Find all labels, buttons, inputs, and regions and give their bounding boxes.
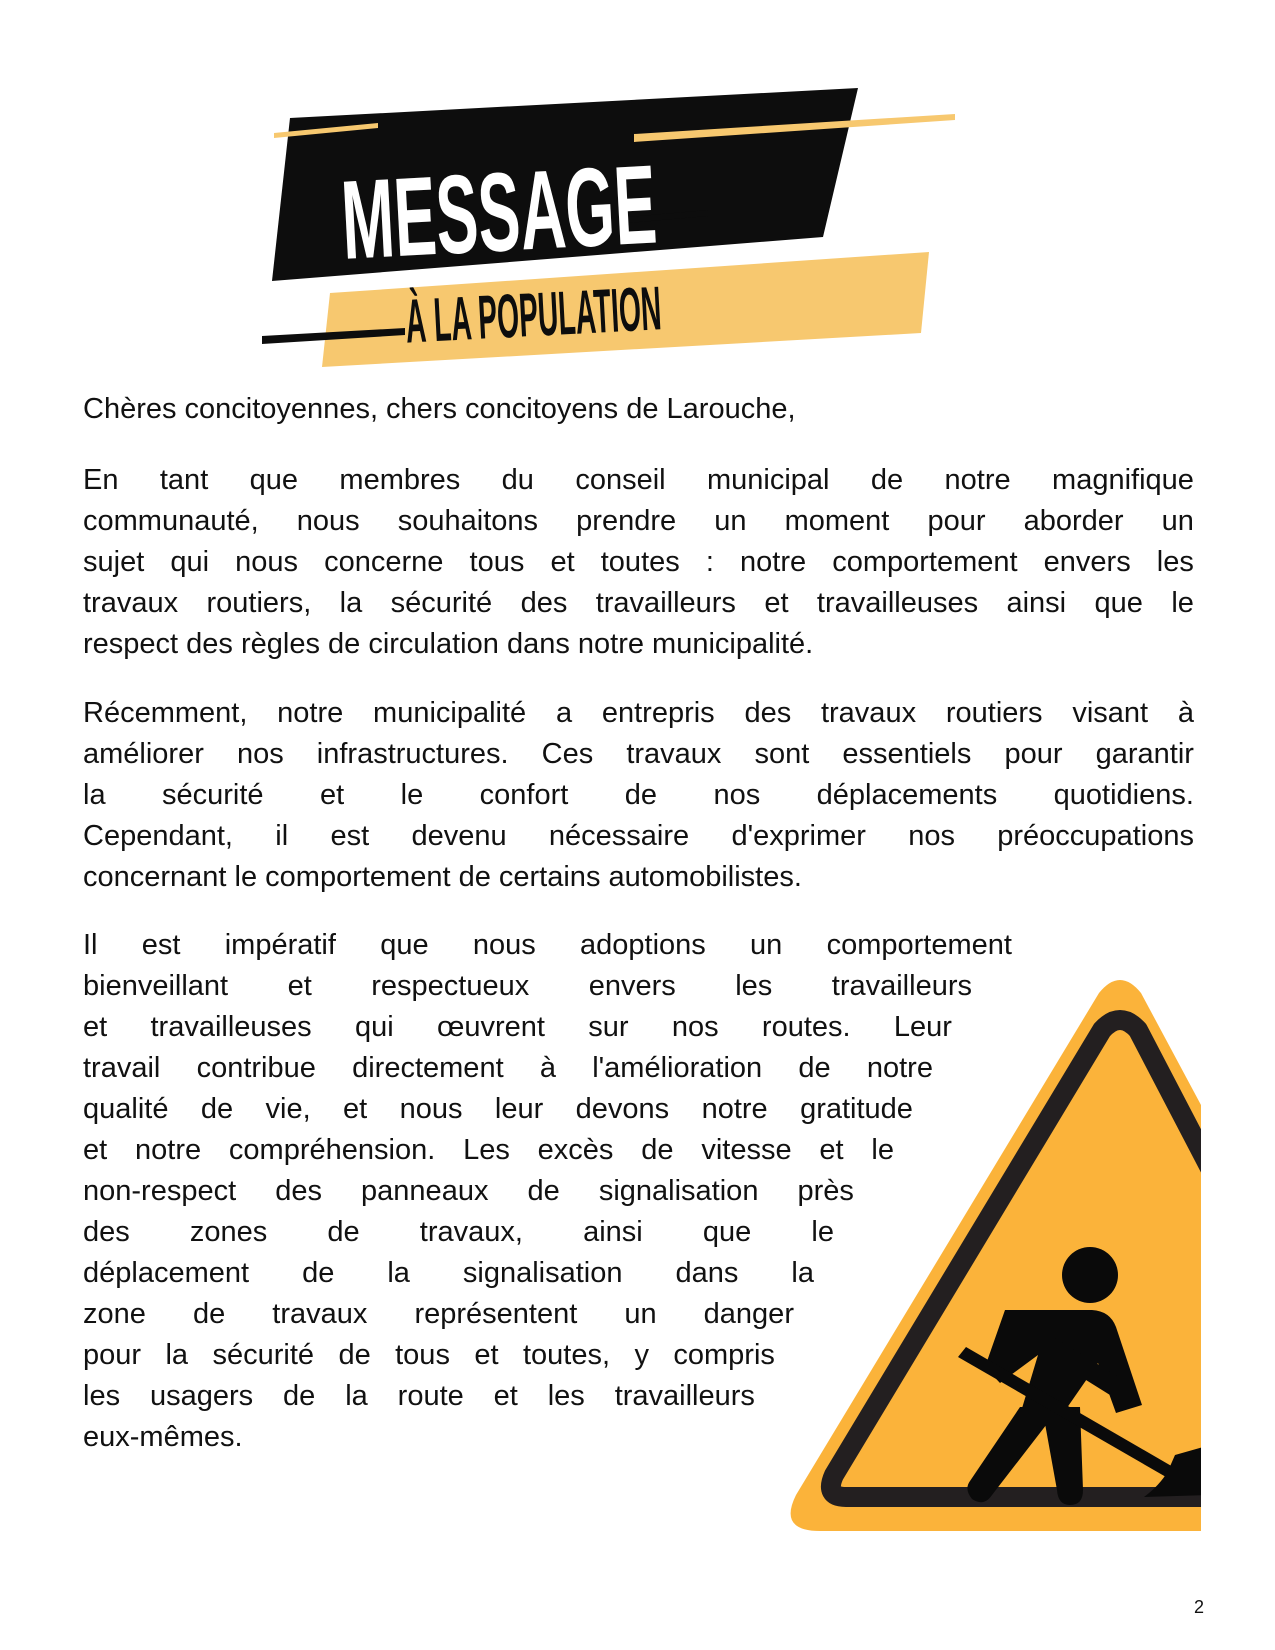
word: pour <box>927 505 986 537</box>
word: Récemment, <box>83 697 248 729</box>
word: visant <box>1072 697 1149 729</box>
word: le <box>811 1216 834 1248</box>
word: route <box>397 1380 464 1412</box>
word: communauté, <box>83 505 259 537</box>
word: moment <box>784 505 890 537</box>
word: du <box>501 464 534 496</box>
word: vitesse <box>701 1134 792 1166</box>
word: de <box>200 1093 234 1125</box>
word: le <box>400 779 424 811</box>
word: leur <box>494 1093 544 1125</box>
word: et <box>320 779 345 811</box>
word: la <box>83 779 106 811</box>
word: de <box>870 464 904 496</box>
word: la <box>165 1339 189 1371</box>
paragraph-line <box>83 1334 775 1377</box>
word: Ces <box>541 738 594 770</box>
paragraph-line <box>83 1416 755 1459</box>
word: le <box>871 1134 894 1166</box>
word: municipalité <box>373 697 527 729</box>
word: améliorer <box>83 738 204 770</box>
word: routiers <box>945 697 1043 729</box>
paragraph-line <box>83 1170 854 1213</box>
word: les <box>547 1380 585 1412</box>
paragraph-line <box>83 856 1194 899</box>
word: prendre <box>576 505 677 537</box>
word: de <box>527 1175 560 1207</box>
word: infrastructures. <box>316 738 509 770</box>
word: représentent <box>414 1298 578 1330</box>
word: un <box>624 1298 657 1330</box>
word: œuvrent <box>436 1011 545 1043</box>
word: zones <box>189 1216 268 1248</box>
word: de <box>624 779 658 811</box>
word: sur <box>588 1011 629 1043</box>
word: que <box>1094 587 1143 619</box>
word: des <box>744 697 792 729</box>
word: il <box>275 820 289 852</box>
word: routes. <box>761 1011 851 1043</box>
word: travaux <box>820 697 917 729</box>
word: et <box>474 1339 499 1371</box>
word: l'amélioration <box>592 1052 763 1084</box>
paragraph-line <box>83 1293 794 1336</box>
word: ainsi <box>583 1216 643 1248</box>
word: de <box>327 1216 360 1248</box>
word: danger <box>703 1298 794 1330</box>
word: des <box>520 587 568 619</box>
word: aborder <box>1023 505 1124 537</box>
word: impératif <box>224 929 336 961</box>
word: pour <box>83 1339 142 1371</box>
paragraph-line <box>83 623 1194 666</box>
word: directement <box>352 1052 504 1084</box>
word: devons <box>575 1093 670 1125</box>
word: tous <box>395 1339 450 1371</box>
word: travailleurs <box>614 1380 755 1412</box>
word: la <box>387 1257 410 1289</box>
word: travailleurs <box>831 970 972 1002</box>
word: qui <box>354 1011 394 1043</box>
word: déplacements <box>816 779 998 811</box>
word: respectueux <box>371 970 530 1002</box>
word: travaux <box>83 587 179 619</box>
word: magnifique <box>1052 464 1194 496</box>
word: que <box>380 929 429 961</box>
banner-title-line1: MESSAGE <box>338 127 933 284</box>
word: non-respect <box>83 1175 237 1207</box>
greeting-text: Chères concitoyennes, chers concitoyens de Larouche, <box>83 393 796 425</box>
word: dans <box>675 1257 739 1289</box>
word: y <box>634 1339 649 1371</box>
word: comportement <box>826 929 1012 961</box>
word: les <box>1156 546 1194 578</box>
word: des <box>275 1175 322 1207</box>
word: travaux, <box>419 1216 523 1248</box>
word: garantir <box>1095 738 1194 770</box>
word: d'exprimer <box>731 820 866 852</box>
word: excès <box>537 1134 614 1166</box>
word: routiers, <box>206 587 312 619</box>
word: nos <box>908 820 955 852</box>
word: tant <box>159 464 209 496</box>
word: travaux <box>272 1298 368 1330</box>
word: sécurité <box>390 587 493 619</box>
word: notre <box>866 1052 933 1084</box>
word: un <box>750 929 783 961</box>
word: membres <box>339 464 461 496</box>
word: à <box>539 1052 556 1084</box>
word: Leur <box>893 1011 952 1043</box>
word: notre <box>701 1093 768 1125</box>
word: compréhension. <box>228 1134 436 1166</box>
word: près <box>797 1175 854 1207</box>
word: sujet <box>83 546 145 578</box>
paragraph-line <box>83 815 1194 858</box>
word: signalisation <box>462 1257 623 1289</box>
word: de <box>302 1257 335 1289</box>
word: déplacement <box>83 1257 250 1289</box>
word: la <box>339 587 363 619</box>
word: des <box>83 1216 130 1248</box>
word: et <box>493 1380 518 1412</box>
line-text: concernant le comportement de certains automobilistes. <box>83 861 802 893</box>
word: et <box>550 546 575 578</box>
word: nos <box>671 1011 719 1043</box>
paragraph-line <box>83 692 1194 735</box>
word: nous <box>296 505 360 537</box>
word: panneaux <box>361 1175 489 1207</box>
word: En <box>83 464 119 496</box>
word: tous <box>469 546 525 578</box>
word: pour <box>1004 738 1063 770</box>
word: sécurité <box>212 1339 315 1371</box>
word: est <box>330 820 370 852</box>
paragraph-line <box>83 924 1012 967</box>
road-work-sign <box>780 975 1201 1535</box>
banner-title-line2 <box>404 274 663 356</box>
word: essentiels <box>842 738 972 770</box>
word: nos <box>713 779 761 811</box>
word: zone <box>83 1298 146 1330</box>
paragraph-line <box>83 1129 894 1172</box>
word: que <box>702 1216 752 1248</box>
word: la <box>791 1257 814 1289</box>
worker-head <box>1062 1247 1118 1303</box>
paragraph-line <box>83 541 1194 584</box>
paragraph-line <box>83 459 1194 502</box>
word: signalisation <box>598 1175 759 1207</box>
line-text: eux-mêmes. <box>83 1421 243 1453</box>
page-number: 2 <box>1194 1597 1205 1617</box>
word: et <box>83 1011 108 1043</box>
word: vie, <box>265 1093 311 1125</box>
word: travailleuses <box>150 1011 312 1043</box>
word: préoccupations <box>997 820 1194 852</box>
line-text: respect des règles de circulation dans notre municipalité. <box>83 628 814 660</box>
word: bienveillant <box>83 970 229 1002</box>
word: et <box>819 1134 844 1166</box>
word: envers <box>1043 546 1131 578</box>
word: nous <box>472 929 536 961</box>
paragraph-line <box>83 500 1194 543</box>
word: notre <box>944 464 1011 496</box>
word: notre <box>277 697 344 729</box>
word: confort <box>479 779 569 811</box>
word: Les <box>463 1134 510 1166</box>
word: la <box>345 1380 368 1412</box>
word: nous <box>399 1093 463 1125</box>
word: Cependant, <box>83 820 233 852</box>
paragraph-line <box>83 1252 814 1295</box>
word: notre <box>740 546 807 578</box>
word: envers <box>588 970 676 1002</box>
word: sécurité <box>162 779 264 811</box>
paragraph-line <box>83 1211 834 1254</box>
word: de <box>192 1298 226 1330</box>
word: et <box>83 1134 108 1166</box>
word: contribue <box>196 1052 316 1084</box>
paragraph-line <box>83 733 1194 776</box>
word: qualité <box>83 1093 169 1125</box>
word: gratitude <box>800 1093 913 1125</box>
word: les <box>83 1380 121 1412</box>
word: nécessaire <box>548 820 690 852</box>
word: concerne <box>324 546 444 578</box>
road-work-warning-icon <box>780 975 1201 1535</box>
word: est <box>141 929 181 961</box>
word: et <box>343 1093 368 1125</box>
word: toutes, <box>522 1339 611 1371</box>
word: ainsi <box>1006 587 1067 619</box>
word: comportement <box>832 546 1018 578</box>
word: de <box>641 1134 674 1166</box>
word: entrepris <box>601 697 715 729</box>
word: adoptions <box>580 929 706 961</box>
greeting <box>83 388 796 431</box>
word: Il <box>83 929 98 961</box>
word: qui <box>170 546 210 578</box>
word: un <box>714 505 747 537</box>
word: : <box>705 546 714 578</box>
word: nos <box>236 738 284 770</box>
word: travailleurs <box>595 587 736 619</box>
word: municipal <box>707 464 830 496</box>
word: sont <box>754 738 810 770</box>
word: a <box>555 697 573 729</box>
word: à <box>1177 697 1194 729</box>
word: travaux <box>626 738 722 770</box>
word: de <box>338 1339 371 1371</box>
word: de <box>798 1052 831 1084</box>
word: quotidiens. <box>1053 779 1194 811</box>
paragraph-line <box>83 774 1194 817</box>
word: travail <box>83 1052 161 1084</box>
word: les <box>735 970 773 1002</box>
word: un <box>1161 505 1194 537</box>
word: toutes <box>600 546 680 578</box>
word: travailleuses <box>816 587 979 619</box>
paragraph-line <box>83 1375 755 1418</box>
word: devenu <box>411 820 507 852</box>
word: que <box>249 464 299 496</box>
word: souhaitons <box>397 505 539 537</box>
word: notre <box>135 1134 202 1166</box>
word: le <box>1171 587 1194 619</box>
word: de <box>283 1380 316 1412</box>
word: usagers <box>149 1380 254 1412</box>
word: nous <box>235 546 299 578</box>
paragraph-line <box>83 582 1194 625</box>
word: et <box>764 587 789 619</box>
word: et <box>287 970 312 1002</box>
word: compris <box>673 1339 775 1371</box>
message-banner <box>262 78 1002 368</box>
word: conseil <box>575 464 666 496</box>
